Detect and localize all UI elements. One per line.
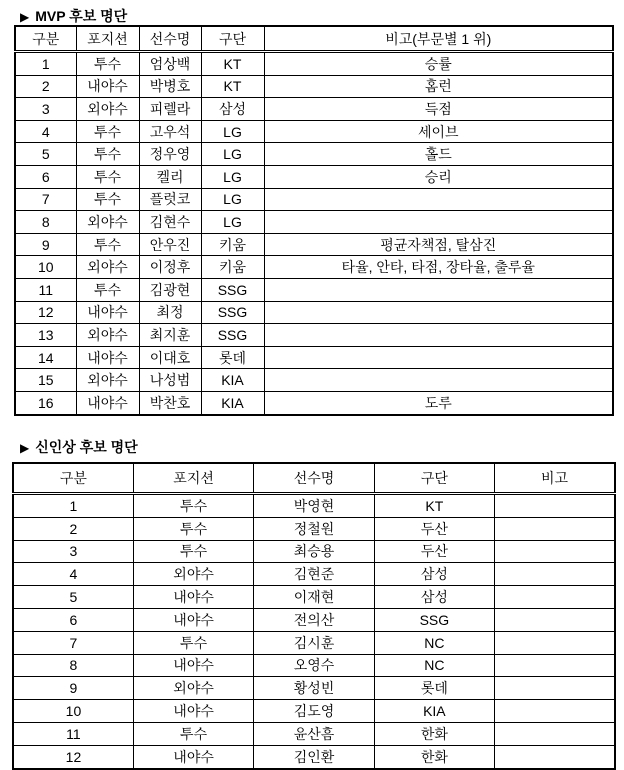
table-row <box>13 586 615 609</box>
cell-team: 삼성 <box>374 586 494 609</box>
cell-number: 3 <box>15 98 76 121</box>
cell-team: LG <box>201 143 264 166</box>
cell-remarks <box>495 654 615 677</box>
table-row <box>13 745 615 768</box>
cell-number: 12 <box>13 745 133 768</box>
cell-remarks <box>264 369 613 392</box>
cell-remarks <box>495 677 615 700</box>
cell-player-name: 플럿코 <box>139 188 201 211</box>
table-row <box>15 211 613 234</box>
cell-position: 투수 <box>133 631 253 654</box>
cell-remarks: 평균자책점, 탈삼진 <box>264 233 613 256</box>
column-header-team: 구단 <box>374 463 494 494</box>
cell-position: 내야수 <box>133 608 253 631</box>
cell-player-name: 김현수 <box>139 211 201 234</box>
rookie-title-text: 신인상 후보 명단 <box>35 439 138 455</box>
cell-number: 3 <box>13 540 133 563</box>
cell-team: SSG <box>201 301 264 324</box>
cell-team: SSG <box>374 608 494 631</box>
cell-remarks <box>495 563 615 586</box>
table-row <box>15 165 613 188</box>
table-row <box>13 722 615 745</box>
cell-number: 5 <box>15 143 76 166</box>
cell-player-name: 나성범 <box>139 369 201 392</box>
cell-number: 4 <box>13 563 133 586</box>
triangle-bullet-icon: ▶ <box>20 441 30 455</box>
cell-number: 1 <box>13 494 133 518</box>
table-row <box>15 188 613 211</box>
cell-position: 투수 <box>76 233 139 256</box>
table-row <box>15 391 613 414</box>
table-row <box>13 517 615 540</box>
cell-number: 7 <box>13 631 133 654</box>
cell-player-name: 엄상백 <box>139 52 201 76</box>
cell-number: 15 <box>15 369 76 392</box>
cell-position: 투수 <box>76 120 139 143</box>
cell-number: 9 <box>15 233 76 256</box>
cell-remarks <box>264 188 613 211</box>
cell-number: 8 <box>13 654 133 677</box>
cell-position: 내야수 <box>133 586 253 609</box>
cell-position: 외야수 <box>76 324 139 347</box>
table-row <box>13 494 615 518</box>
table-row <box>15 52 613 76</box>
cell-position: 외야수 <box>76 256 139 279</box>
table-row <box>15 75 613 98</box>
cell-number: 10 <box>13 700 133 723</box>
cell-player-name: 켈리 <box>139 165 201 188</box>
cell-number: 10 <box>15 256 76 279</box>
cell-remarks: 세이브 <box>264 120 613 143</box>
cell-number: 11 <box>15 278 76 301</box>
cell-team: 삼성 <box>201 98 264 121</box>
cell-team: KT <box>374 494 494 518</box>
cell-remarks <box>495 494 615 518</box>
cell-remarks: 득점 <box>264 98 613 121</box>
cell-player-name: 안우진 <box>139 233 201 256</box>
cell-player-name: 박찬호 <box>139 391 201 414</box>
column-header-player-name: 선수명 <box>254 463 374 494</box>
cell-player-name: 윤산흠 <box>254 722 374 745</box>
table-row <box>13 700 615 723</box>
cell-player-name: 황성빈 <box>254 677 374 700</box>
cell-team: 롯데 <box>201 346 264 369</box>
cell-player-name: 이재현 <box>254 586 374 609</box>
mvp-candidates-table <box>14 25 614 416</box>
cell-number: 9 <box>13 677 133 700</box>
cell-team: 키움 <box>201 256 264 279</box>
cell-player-name: 정우영 <box>139 143 201 166</box>
cell-team: SSG <box>201 278 264 301</box>
cell-player-name: 이대호 <box>139 346 201 369</box>
cell-player-name: 최지훈 <box>139 324 201 347</box>
cell-remarks: 승리 <box>264 165 613 188</box>
cell-player-name: 고우석 <box>139 120 201 143</box>
cell-team: KT <box>201 75 264 98</box>
table-header-row <box>15 26 613 52</box>
cell-player-name: 피렐라 <box>139 98 201 121</box>
cell-number: 7 <box>15 188 76 211</box>
table-row <box>15 98 613 121</box>
cell-number: 6 <box>15 165 76 188</box>
table-header-row <box>13 463 615 494</box>
cell-team: 한화 <box>374 745 494 768</box>
table-row <box>15 278 613 301</box>
cell-team: LG <box>201 120 264 143</box>
cell-number: 13 <box>15 324 76 347</box>
cell-position: 투수 <box>76 143 139 166</box>
column-header-position: 포지션 <box>133 463 253 494</box>
cell-position: 내야수 <box>76 301 139 324</box>
cell-player-name: 정철원 <box>254 517 374 540</box>
cell-remarks <box>264 301 613 324</box>
cell-position: 투수 <box>133 540 253 563</box>
cell-team: 두산 <box>374 540 494 563</box>
column-header-team: 구단 <box>201 26 264 52</box>
column-header-position: 포지션 <box>76 26 139 52</box>
cell-team: KT <box>201 52 264 76</box>
cell-remarks <box>495 517 615 540</box>
cell-player-name: 김현준 <box>254 563 374 586</box>
cell-remarks: 승률 <box>264 52 613 76</box>
cell-number: 1 <box>15 52 76 76</box>
cell-team: LG <box>201 188 264 211</box>
column-header-player-name: 선수명 <box>139 26 201 52</box>
table-row <box>13 654 615 677</box>
cell-position: 투수 <box>76 52 139 76</box>
cell-number: 14 <box>15 346 76 369</box>
table-row <box>13 677 615 700</box>
rookie-section-title <box>20 438 138 457</box>
cell-team: SSG <box>201 324 264 347</box>
cell-remarks: 도루 <box>264 391 613 414</box>
cell-number: 2 <box>15 75 76 98</box>
cell-player-name: 최정 <box>139 301 201 324</box>
column-header-number: 구분 <box>15 26 76 52</box>
cell-remarks <box>495 722 615 745</box>
cell-position: 내야수 <box>133 700 253 723</box>
cell-position: 투수 <box>133 517 253 540</box>
cell-position: 투수 <box>76 278 139 301</box>
cell-player-name: 김인환 <box>254 745 374 768</box>
cell-remarks <box>495 700 615 723</box>
table-row <box>13 631 615 654</box>
cell-remarks <box>264 346 613 369</box>
cell-team: KIA <box>374 700 494 723</box>
cell-position: 내야수 <box>76 75 139 98</box>
mvp-title-text: MVP 후보 명단 <box>35 8 128 24</box>
table-row <box>13 563 615 586</box>
cell-remarks <box>264 278 613 301</box>
table-row <box>13 540 615 563</box>
rookie-candidates-table <box>12 462 616 770</box>
cell-team: 키움 <box>201 233 264 256</box>
cell-remarks: 타율, 안타, 타점, 장타율, 출루율 <box>264 256 613 279</box>
cell-number: 11 <box>13 722 133 745</box>
cell-team: 삼성 <box>374 563 494 586</box>
table-row <box>15 233 613 256</box>
cell-player-name: 최승용 <box>254 540 374 563</box>
cell-number: 6 <box>13 608 133 631</box>
cell-position: 외야수 <box>133 563 253 586</box>
cell-number: 4 <box>15 120 76 143</box>
cell-number: 16 <box>15 391 76 414</box>
cell-position: 외야수 <box>76 211 139 234</box>
mvp-section-title <box>20 7 127 26</box>
cell-team: 한화 <box>374 722 494 745</box>
cell-position: 외야수 <box>76 369 139 392</box>
cell-position: 내야수 <box>133 654 253 677</box>
cell-player-name: 박영현 <box>254 494 374 518</box>
column-header-remarks: 비고(부문별 1 위) <box>264 26 613 52</box>
table-row <box>15 256 613 279</box>
cell-position: 투수 <box>133 494 253 518</box>
cell-number: 5 <box>13 586 133 609</box>
cell-team: LG <box>201 211 264 234</box>
cell-team: NC <box>374 631 494 654</box>
cell-position: 투수 <box>76 165 139 188</box>
table-row <box>15 324 613 347</box>
cell-team: LG <box>201 165 264 188</box>
cell-team: NC <box>374 654 494 677</box>
cell-player-name: 김시훈 <box>254 631 374 654</box>
cell-team: KIA <box>201 391 264 414</box>
cell-number: 8 <box>15 211 76 234</box>
table-row <box>15 301 613 324</box>
cell-player-name: 이정후 <box>139 256 201 279</box>
table-row <box>15 143 613 166</box>
cell-remarks <box>495 631 615 654</box>
cell-position: 외야수 <box>133 677 253 700</box>
cell-team: KIA <box>201 369 264 392</box>
cell-remarks <box>495 608 615 631</box>
table-row <box>15 346 613 369</box>
cell-remarks <box>495 745 615 768</box>
cell-remarks <box>495 540 615 563</box>
cell-remarks <box>264 211 613 234</box>
cell-team: 롯데 <box>374 677 494 700</box>
table-row <box>15 120 613 143</box>
cell-player-name: 전의산 <box>254 608 374 631</box>
cell-position: 투수 <box>76 188 139 211</box>
cell-player-name: 김도영 <box>254 700 374 723</box>
cell-position: 외야수 <box>76 98 139 121</box>
cell-remarks: 홈런 <box>264 75 613 98</box>
triangle-bullet-icon: ▶ <box>20 10 30 24</box>
column-header-remarks: 비고 <box>495 463 615 494</box>
cell-team: 두산 <box>374 517 494 540</box>
cell-remarks: 홀드 <box>264 143 613 166</box>
cell-position: 내야수 <box>133 745 253 768</box>
cell-player-name: 오영수 <box>254 654 374 677</box>
cell-position: 내야수 <box>76 391 139 414</box>
table-row <box>15 369 613 392</box>
table-row <box>13 608 615 631</box>
cell-position: 투수 <box>133 722 253 745</box>
column-header-number: 구분 <box>13 463 133 494</box>
cell-player-name: 박병호 <box>139 75 201 98</box>
cell-remarks <box>264 324 613 347</box>
cell-position: 내야수 <box>76 346 139 369</box>
cell-number: 2 <box>13 517 133 540</box>
cell-remarks <box>495 586 615 609</box>
cell-player-name: 김광현 <box>139 278 201 301</box>
cell-number: 12 <box>15 301 76 324</box>
